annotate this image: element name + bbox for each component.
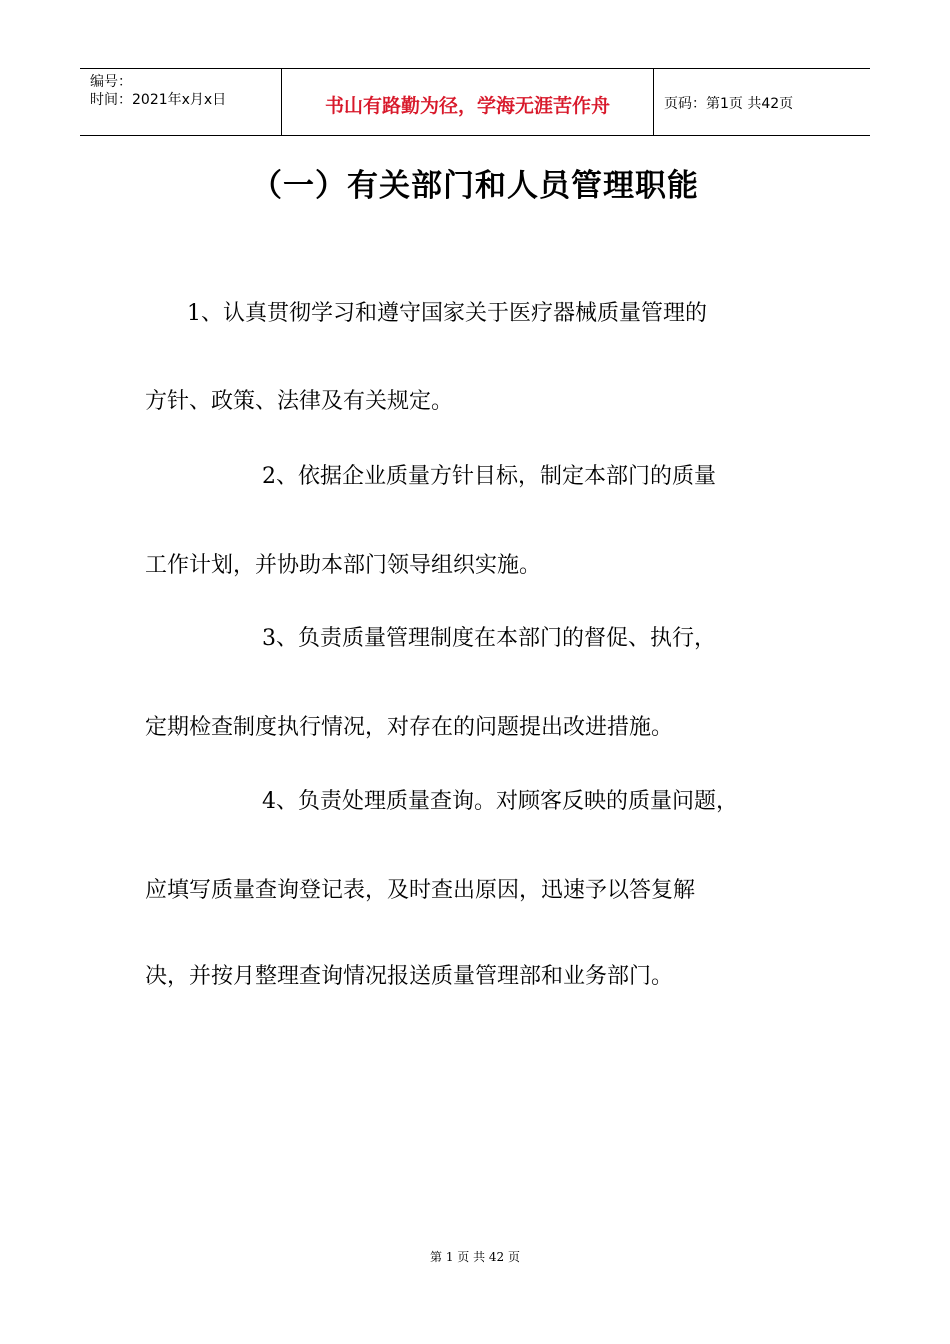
paragraph-line: 1、认真贯彻学习和遵守国家关于医疗器械质量管理的	[187, 301, 707, 326]
header-info-cell	[80, 69, 282, 135]
header-table	[80, 68, 870, 136]
document-date-label: 时间：2021年x月x日	[90, 92, 227, 108]
paragraph-line: 4、负责处理质量查询。对顾客反映的质量问题，	[262, 789, 738, 814]
header-page-info: 页码：第1页 共42页	[664, 96, 794, 112]
paragraph-line: 定期检查制度执行情况，对存在的问题提出改进措施。	[145, 715, 674, 740]
document-title: （一）有关部门和人员管理职能	[251, 168, 699, 204]
page-footer: 第 1 页 共 42 页	[430, 1250, 520, 1264]
paragraph-line: 决，并按月整理查询情况报送质量管理部和业务部门。	[145, 964, 674, 989]
header-motto: 书山有路勤为径，学海无涯苦作舟	[282, 69, 654, 135]
paragraph-line: 2、依据企业质量方针目标，制定本部门的质量	[262, 464, 716, 489]
document-number-label: 编号：	[90, 74, 132, 90]
paragraph-line: 3、负责质量管理制度在本部门的督促、执行，	[262, 626, 716, 651]
paragraph-line: 工作计划，并协助本部门领导组织实施。	[145, 553, 542, 578]
paragraph-line: 方针、政策、法律及有关规定。	[145, 389, 454, 414]
paragraph-line: 应填写质量查询登记表，及时查出原因，迅速予以答复解	[145, 878, 696, 903]
